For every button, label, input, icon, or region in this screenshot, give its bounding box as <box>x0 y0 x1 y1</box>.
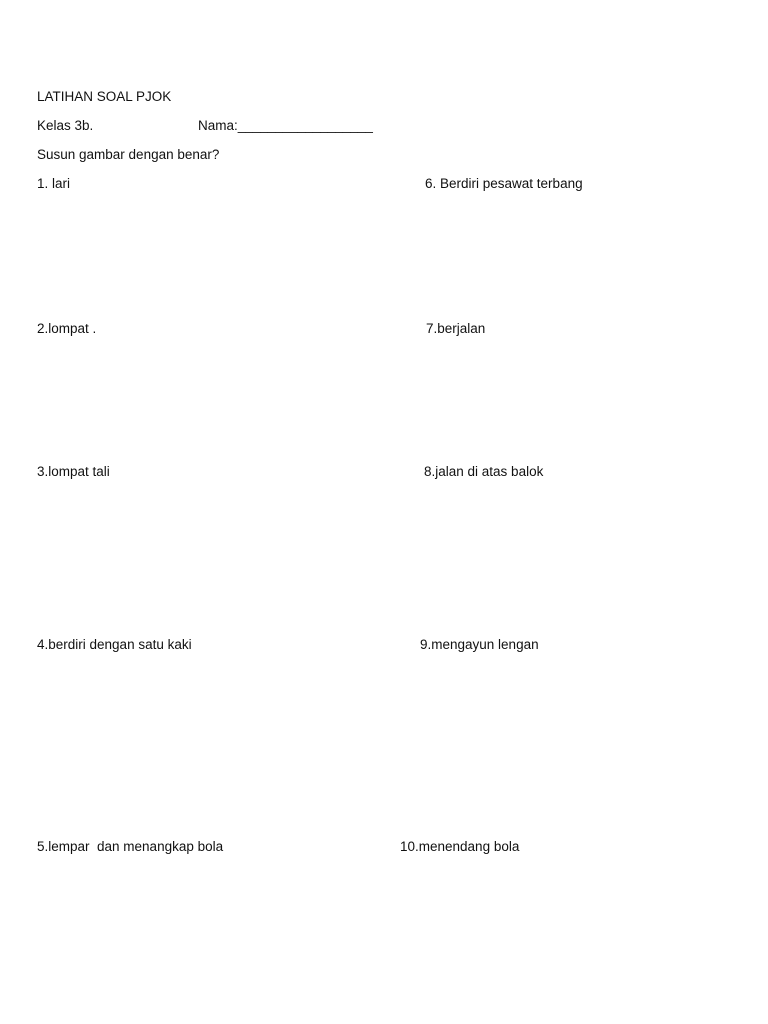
item-1: 1. lari <box>37 176 71 191</box>
item-4: 4.berdiri dengan satu kaki <box>37 637 192 652</box>
class-label: Kelas 3b. <box>37 118 94 133</box>
worksheet-title: LATIHAN SOAL PJOK <box>37 89 172 104</box>
item-7: 7.berjalan <box>426 321 486 336</box>
item-3: 3.lompat tali <box>37 464 110 479</box>
item-9: 9.mengayun lengan <box>420 637 539 652</box>
item-5: 5.lempar dan menangkap bola <box>37 839 224 854</box>
name-field-label: Nama:__________________ <box>198 118 373 133</box>
item-2: 2.lompat . <box>37 321 97 336</box>
item-8: 8.jalan di atas balok <box>424 464 544 479</box>
instruction-text: Susun gambar dengan benar? <box>37 147 220 162</box>
item-6: 6. Berdiri pesawat terbang <box>425 176 583 191</box>
item-10: 10.menendang bola <box>400 839 520 854</box>
